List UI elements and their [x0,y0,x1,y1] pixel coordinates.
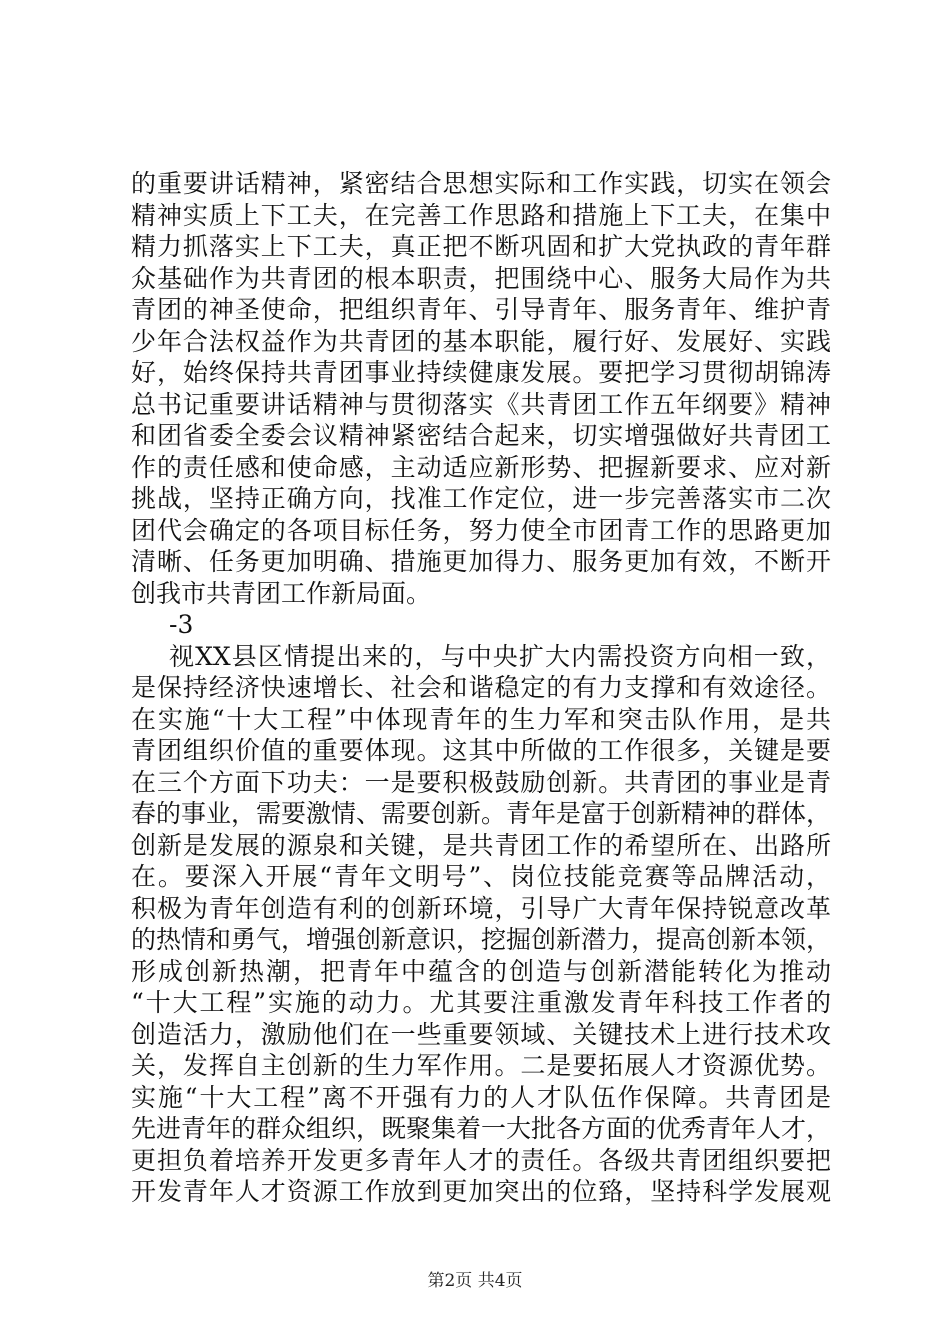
text-line: 先进青年的群众组织，既聚集着一大批各方面的优秀青年人才， [131,1114,831,1143]
text-line: 青团组织价值的重要体现。这其中所做的工作很多，关键是要 [131,736,831,765]
text-line: 的热情和勇气，增强创新意识，挖掘创新潜力，提高创新本领， [131,925,831,954]
text-line: 精力抓落实上下工夫，真正把不断巩固和扩大党执政的青年群 [131,232,831,261]
text-line: 形成创新热潮，把青年中蕴含的创造与创新潜能转化为推动 [131,956,831,986]
text-line: 积极为青年创造有利的创新环境，引导广大青年保持锐意改革 [131,893,831,923]
text-line: 是保持经济快速增长、社会和谐稳定的有力支撑和有效途径。 [131,673,831,702]
text-line: 青团的神圣使命，把组织青年、引导青年、服务青年、维护青 [131,295,831,324]
page-footer: 第2页 共4页 [427,1271,523,1291]
page-marker: -3 [169,610,194,639]
text-line: 更担负着培养开发更多青年人才的责任。各级共青团组织要把 [131,1145,831,1175]
text-line: 在。要深入开展“青年文明号”、岗位技能竞赛等品牌活动， [131,862,831,891]
text-line: 好，始终保持共青团事业持续健康发展。要把学习贯彻胡锦涛 [131,358,831,387]
text-line: 在实施“十大工程”中体现青年的生力军和突击队作用，是共 [131,704,831,734]
text-line: 的重要讲话精神，紧密结合思想实际和工作实践，切实在领会 [131,169,831,198]
text-line: 作的责任感和使命感，主动适应新形势、把握新要求、应对新 [131,452,831,482]
document-body [131,168,831,1208]
text-line: 总书记重要讲话精神与贯彻落实《共青团工作五年纲要》精神 [131,389,831,419]
text-line: 挑战，坚持正确方向，找准工作定位，进一步完善落实市二次 [131,484,831,513]
text-line: 视XX县区情提出来的，与中央扩大内需投资方向相一致， [169,641,831,671]
text-line: 创造活力，激励他们在一些重要领域、关键技术上进行技术攻 [131,1019,831,1049]
text-line: 实施“十大工程”离不开强有力的人才队伍作保障。共青团是 [131,1082,831,1112]
text-line: 清晰、任务更加明确、措施更加得力、服务更加有效，不断开 [131,547,831,576]
text-line: “十大工程”实施的动力。尤其要注重激发青年科技工作者的 [131,988,831,1017]
text-line: 关，发挥自主创新的生力军作用。二是要拓展人才资源优势。 [131,1051,831,1080]
text-line: 众基础作为共青团的根本职责，把围绕中心、服务大局作为共 [131,263,831,293]
text-line: 精神实质上下工夫，在完善工作思路和措施上下工夫，在集中 [131,200,831,230]
text-line: 少年合法权益作为共青团的基本职能，履行好、发展好、实践 [131,326,831,356]
text-line: 创新是发展的源泉和关键，是共青团工作的希望所在、出路所 [131,830,831,860]
text-line: 创我市共青团工作新局面。 [131,578,432,608]
text-line: 团代会确定的各项目标任务，努力使全市团青工作的思路更加 [131,515,831,545]
text-line: 和团省委全委会议精神紧密结合起来，切实增强做好共青团工 [131,421,831,450]
text-line: 春的事业，需要激情、需要创新。青年是富于创新精神的群体， [131,799,831,828]
text-line: 在三个方面下功夫：一是要积极鼓励创新。共青团的事业是青 [131,767,831,797]
text-line: 开发青年人才资源工作放到更加突出的位臵，坚持科学发展观 [131,1177,831,1206]
